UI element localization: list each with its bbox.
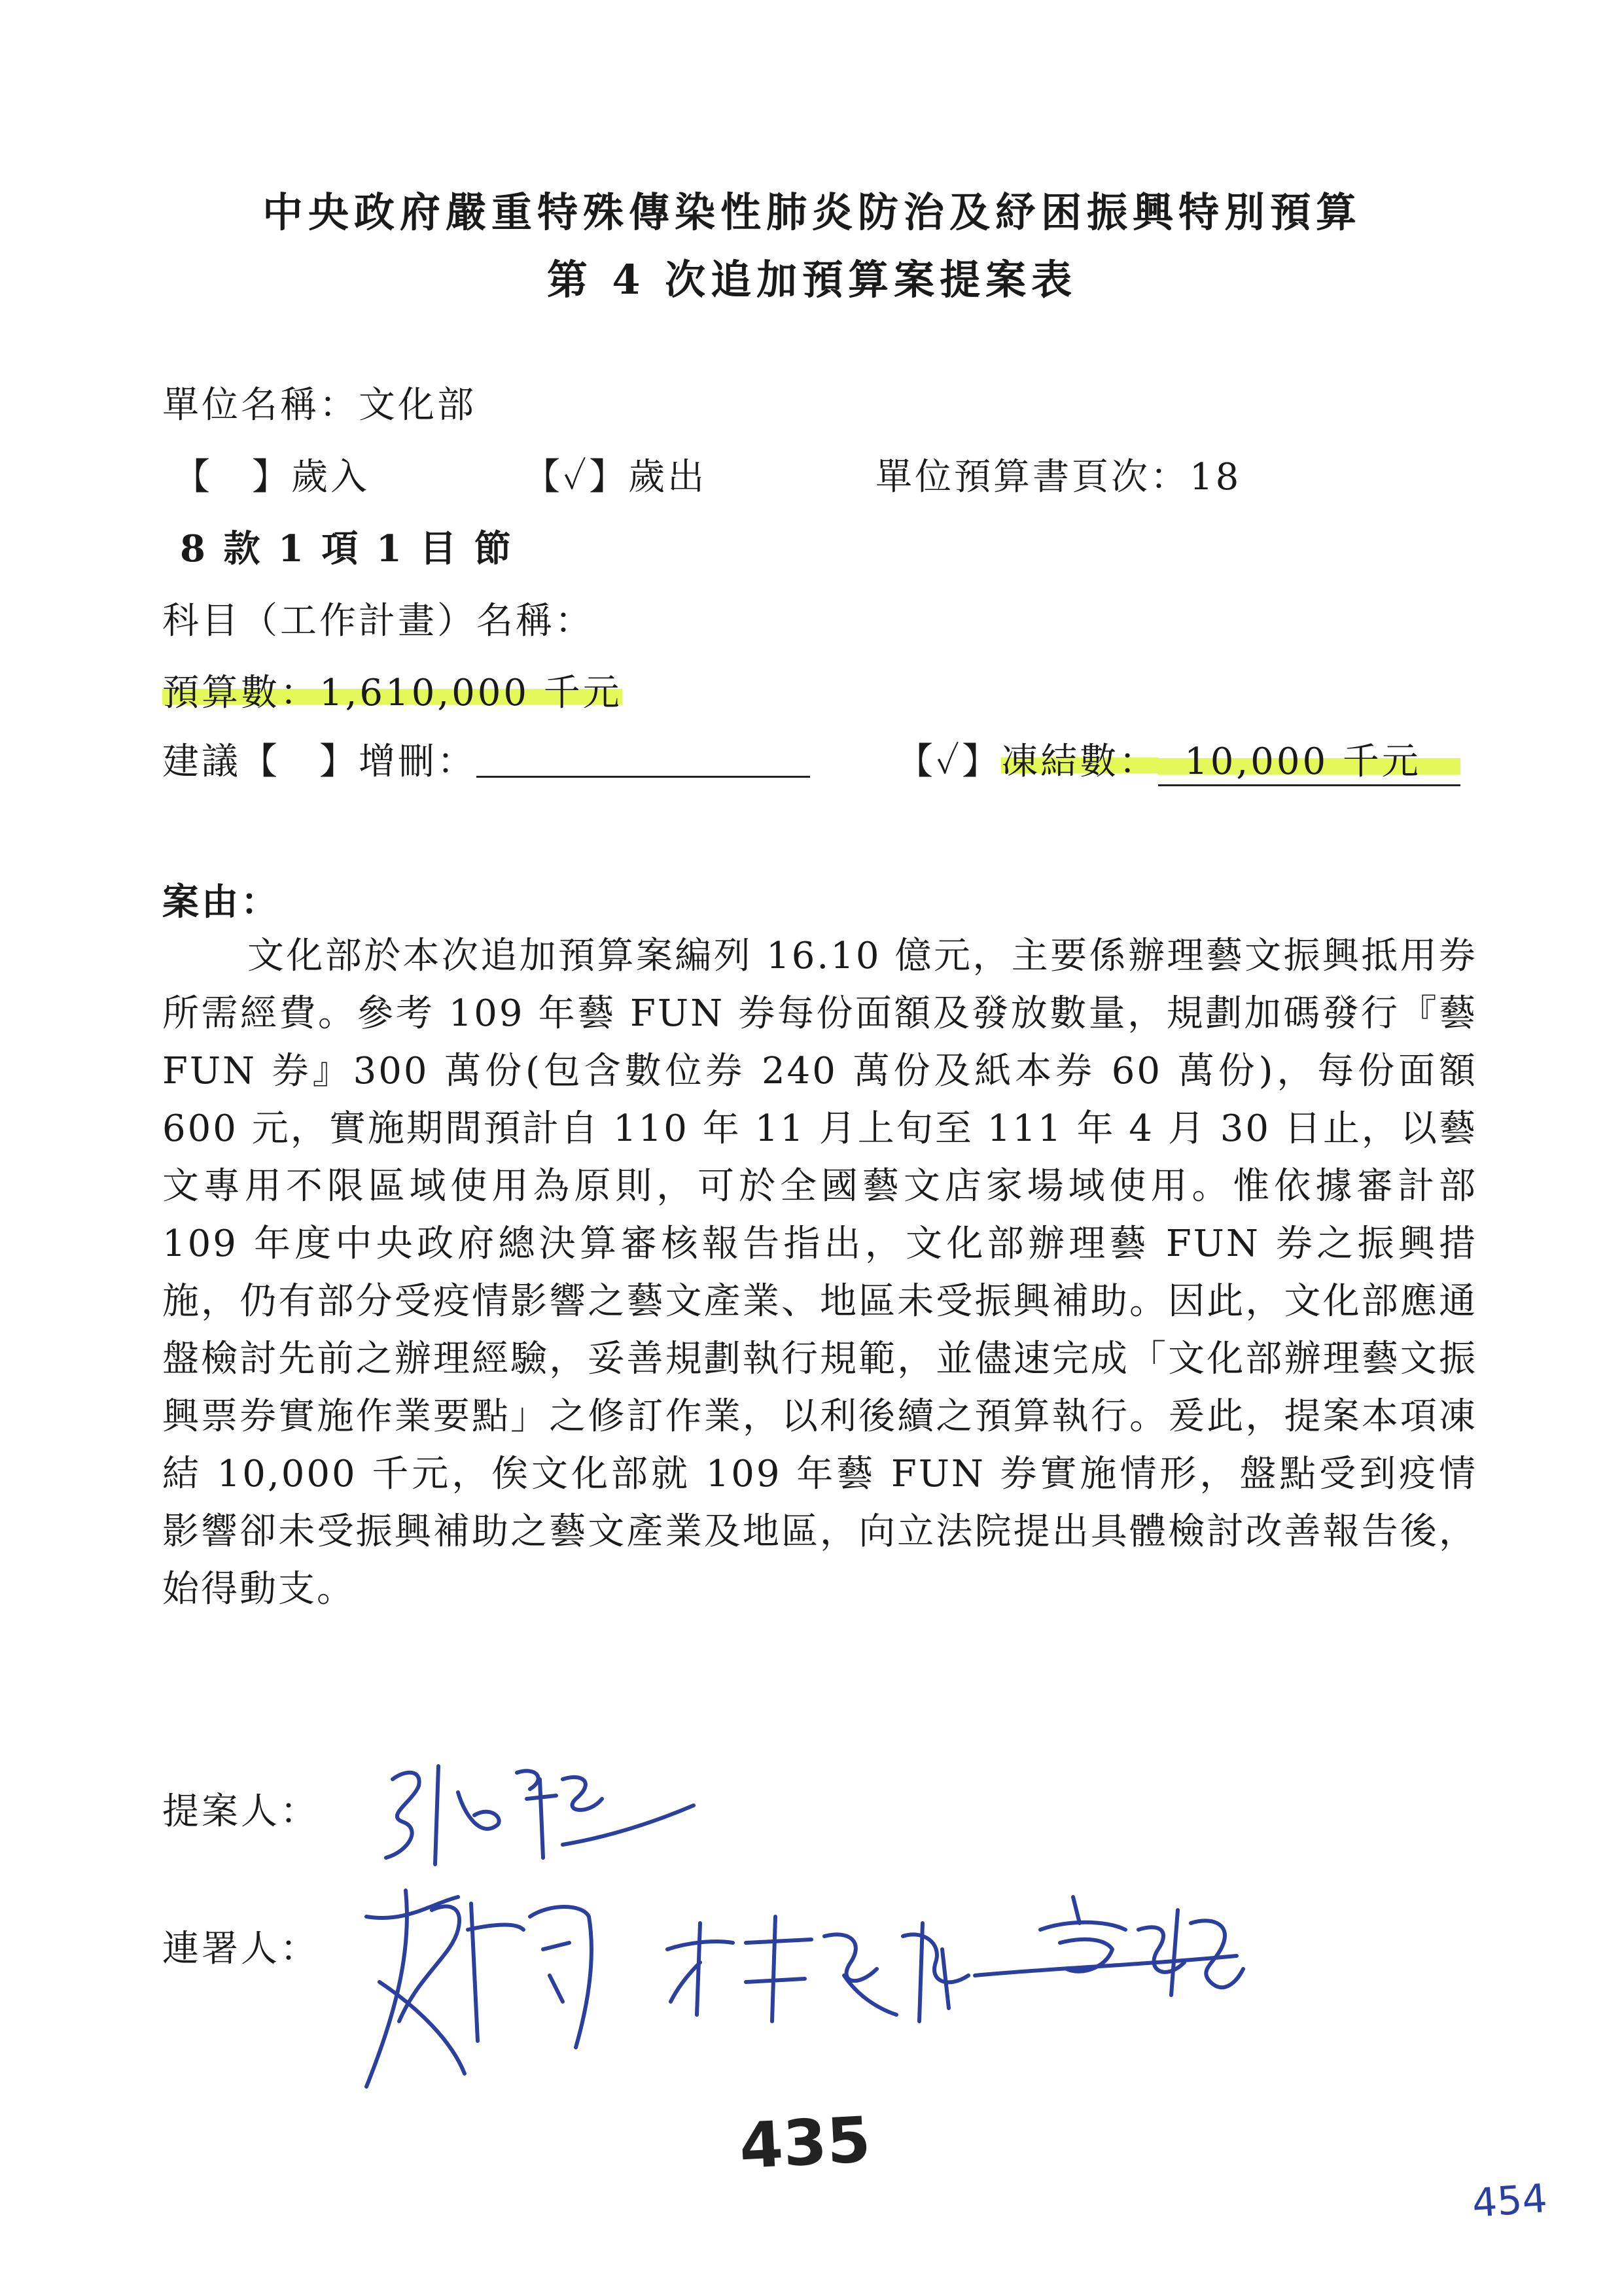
reason-body [162, 928, 1477, 1618]
suggest-label: 建議【 】增刪： [162, 740, 476, 783]
document-title-line1: 中央政府嚴重特殊傳染性肺炎防治及紓困振興特別預算 [262, 188, 1362, 236]
corner-number: 454 [1470, 2176, 1549, 2227]
proposer-label: 提案人： [162, 1790, 319, 1833]
freeze-checkbox: 【✓】 [896, 740, 1002, 783]
cosigner-signature-3 [962, 1884, 1250, 2041]
item-code: 8 款 1 項 1 目 節 [180, 527, 514, 570]
freeze-value: 10,000 千元 [1158, 740, 1460, 786]
increase-decrease-blank [476, 744, 810, 778]
reason-paragraph: 文化部於本次追加預算案編列 16.10 億元，主要係辦理藝文振興抵用券所需經費。參考 109 年藝 FUN 券每份面額及發放數量，規劃加碼發行『藝 FUN 券』300 萬份(包含數位券 240 萬份及紙本券 60 萬份)，每份面額 600 元，實施期間預計自 110 年 11 月上旬至 111 年 4 月 30 日止，以藝文專用不限區域使用為原則，可於全國藝文店家場域使用。惟依據審計部 109 年度中央政府總決算審核報告指出，文化部辦理藝 FUN 券之振興措施，仍有部分受疫情影響之藝文產業、地區未受振興補助。因此，文化部應通盤檢討先前之辦理經驗，妥善規劃執行規範，並儘速完成「文化部辦理藝文振興票券實施作業要點」之修訂作業，以利後續之預算執行。爰此，提案本項凍結 10,000 千元，俟文化部就 109 年藝 FUN 券實施情形，盤點受到疫情影響卻未受振興補助之藝文產業及地區，向立法院提出具體檢討改善報告後，始得動支。 [162, 935, 1477, 1610]
freeze-row [896, 733, 1460, 785]
suggest-row [162, 733, 810, 785]
freeze-label: 凍結數： [1001, 740, 1159, 783]
subject-label: 科目（工作計畫）名稱： [162, 600, 594, 642]
document-title-line2: 第 4 次追加預算案提案表 [546, 256, 1078, 304]
reason-heading: 案由： [162, 880, 280, 924]
budget-amount-text: 預算數：1,610,000 千元 [162, 672, 622, 714]
page-number: 435 [737, 2102, 873, 2183]
cosigner-label: 連署人： [162, 1928, 319, 1970]
unit-name: 單位名稱：文化部 [162, 384, 476, 426]
revenue-checkbox: 【 】歲入 [173, 456, 370, 498]
expense-checkbox: 【✓】歲出 [523, 456, 707, 498]
cosigner-signature-1 [353, 1877, 628, 2093]
budget-amount [162, 664, 622, 716]
proposer-signature [366, 1753, 707, 1877]
budget-page: 單位預算書頁次：18 [875, 456, 1242, 498]
cosigner-signature-2 [661, 1904, 975, 2028]
